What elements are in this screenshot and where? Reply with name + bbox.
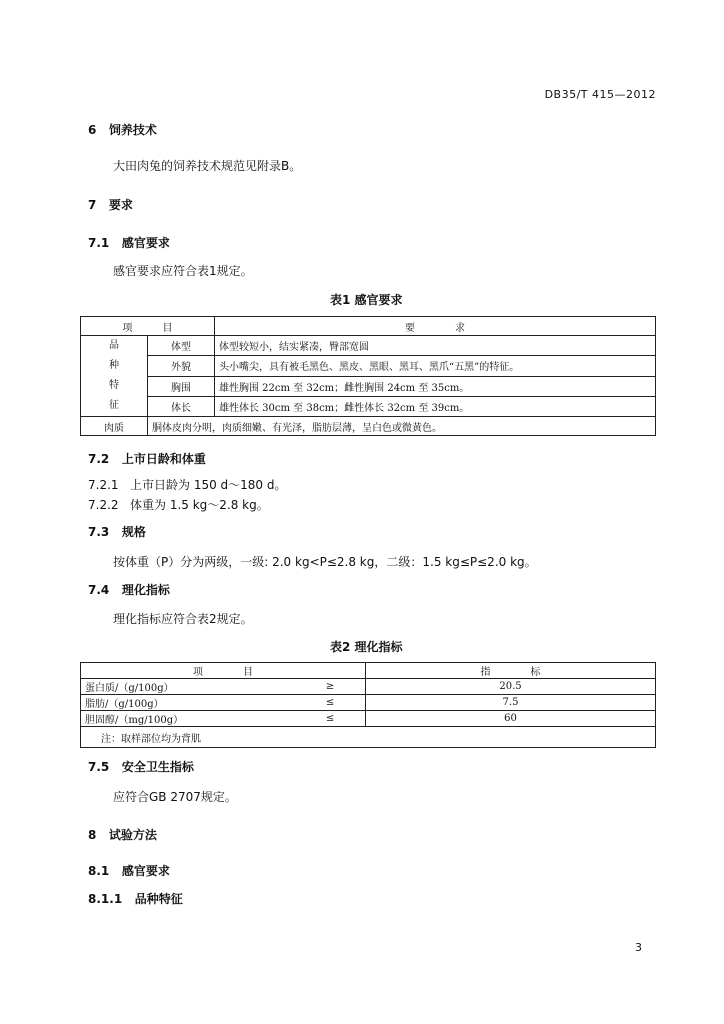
table-cell-value: 20.5 (366, 679, 656, 695)
section-number: 7.2 (88, 452, 110, 466)
table-header-row (81, 663, 656, 679)
table-row (81, 695, 656, 711)
table-cell-meat-req: 胴体皮肉分明，肉质细嫩、有光泽，脂肪层薄，呈白色或微黄色。 (148, 417, 656, 436)
table-header-row (81, 317, 656, 336)
section-7-5-heading (88, 758, 194, 775)
table-cell-sub: 体型 (148, 336, 215, 356)
section-number: 7.3 (88, 525, 110, 539)
table-row (81, 376, 656, 396)
table-cell-name: 脂肪/（g/100g） (81, 695, 296, 711)
table-cell-req: 雄性体长 30cm 至 38cm；雌性体长 32cm 至 39cm。 (215, 396, 656, 416)
group-char: 品 (109, 340, 119, 351)
table-row (81, 356, 656, 376)
group-char: 特 (109, 380, 119, 391)
table-note-row (81, 727, 656, 748)
section-title: 规格 (121, 525, 146, 539)
table2-caption: 表2 理化指标 (330, 640, 403, 654)
clause-number: 7.2.1 (88, 478, 119, 492)
table-header-item: 项 目 (81, 317, 215, 336)
section-6-body: 大田肉兔的饲养技术规范见附录B。 (113, 159, 302, 173)
section-title: 感官要求 (121, 236, 170, 250)
table-cell-req: 雄性胸围 22cm 至 32cm；雌性胸围 24cm 至 35cm。 (215, 376, 656, 396)
table-cell-sub: 体长 (148, 396, 215, 416)
table-header-requirement: 要 求 (215, 317, 656, 336)
table-cell-meat-label: 肉质 (81, 417, 148, 436)
section-7-2-heading (88, 450, 206, 467)
table-cell-name: 蛋白质/（g/100g） (81, 679, 296, 695)
section-7-2-2 (88, 496, 269, 513)
table-row (81, 336, 656, 356)
section-6-heading (88, 121, 157, 138)
breed-feature-group-label (81, 336, 148, 417)
section-7-3-heading (88, 523, 146, 540)
section-title: 要求 (108, 198, 133, 212)
table-header-indicator: 指 标 (366, 663, 656, 679)
section-title: 品种特征 (134, 892, 183, 906)
table-cell-value: 60 (366, 711, 656, 727)
table-row (81, 679, 656, 695)
section-7-5-body: 应符合GB 2707规定。 (113, 790, 237, 804)
group-char: 种 (109, 360, 119, 371)
table-cell-op: ≤ (295, 711, 365, 727)
section-7-heading (88, 196, 133, 213)
section-7-2-1 (88, 476, 287, 493)
table-cell-op: ≥ (295, 679, 365, 695)
section-8-1-1-heading (88, 890, 183, 907)
table-cell-req: 头小嘴尖，具有被毛黑色、黑皮、黑眼、黑耳、黑爪“五黑”的特征。 (215, 356, 656, 376)
section-7-4-heading (88, 581, 170, 598)
section-7-1-heading (88, 234, 170, 251)
section-title: 试验方法 (108, 828, 157, 842)
section-title: 理化指标 (121, 583, 170, 597)
doc-code-header: DB35/T 415—2012 (544, 88, 656, 101)
table-cell-name: 胆固醇/（mg/100g） (81, 711, 296, 727)
page-number: 3 (635, 941, 642, 954)
section-title: 上市日龄和体重 (121, 452, 206, 466)
section-number: 8.1.1 (88, 892, 123, 906)
section-7-3-body: 按体重（P）分为两级，一级: 2.0 kg<P≤2.8 kg，二级：1.5 kg≤P≤2.0 kg。 (113, 555, 537, 569)
table-cell-op: ≤ (295, 695, 365, 711)
section-number: 7.5 (88, 760, 110, 774)
section-number: 7.4 (88, 583, 110, 597)
section-title: 感官要求 (121, 864, 170, 878)
table-cell-sub: 胸围 (148, 376, 215, 396)
table-row (81, 396, 656, 416)
section-7-4-body: 理化指标应符合表2规定。 (113, 612, 253, 626)
section-number: 8.1 (88, 864, 110, 878)
section-title: 饲养技术 (108, 123, 157, 137)
section-7-1-body: 感官要求应符合表1规定。 (113, 264, 253, 278)
table-row (81, 711, 656, 727)
section-number: 7.1 (88, 236, 110, 250)
table2-physicochemical-indicators (80, 662, 656, 748)
table-cell-value: 7.5 (366, 695, 656, 711)
table-note: 注：取样部位均为背肌 (81, 727, 656, 748)
table-cell-sub: 外貌 (148, 356, 215, 376)
table1-sensory-requirements (80, 316, 656, 436)
clause-body: 体重为 1.5 kg～2.8 kg。 (130, 498, 269, 512)
section-number: 7 (88, 198, 97, 212)
table1-caption: 表1 感官要求 (330, 293, 403, 307)
table-header-item: 项 目 (81, 663, 366, 679)
group-char: 征 (109, 400, 119, 411)
table-cell-req: 体型较短小，结实紧凑，臀部宽圆 (215, 336, 656, 356)
table-row (81, 417, 656, 436)
section-number: 6 (88, 123, 97, 137)
section-number: 8 (88, 828, 97, 842)
clause-body: 上市日龄为 150 d～180 d。 (130, 478, 287, 492)
section-title: 安全卫生指标 (121, 760, 194, 774)
clause-number: 7.2.2 (88, 498, 119, 512)
section-8-1-heading (88, 862, 170, 879)
section-8-heading (88, 826, 157, 843)
